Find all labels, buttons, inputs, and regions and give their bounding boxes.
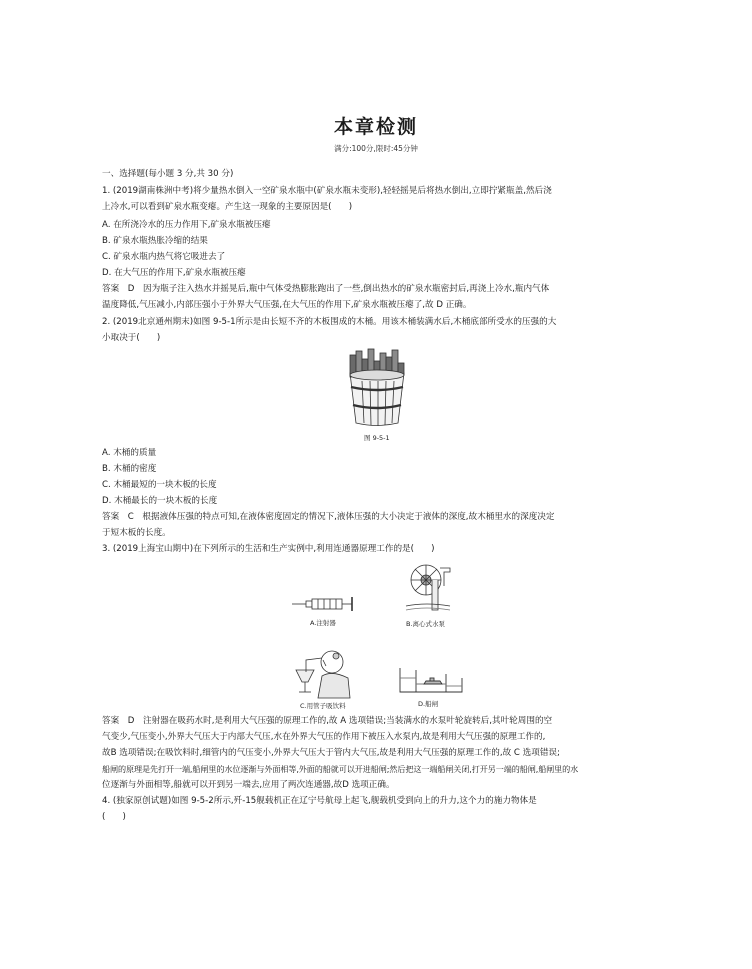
q2-option-c: C. 木桶最短的一块木板的长度: [102, 480, 217, 490]
q3-answer-line-5: 位逐渐与外面相等,船就可以开到另一端去,应用了两次连通器,故D 选项正确。: [102, 780, 395, 790]
q1-answer-line-1: 答案 D 因为瓶子注入热水并摇晃后,瓶中气体受热膨胀跑出了一些,倒出热水的矿泉水瓶密封后,再浇上冷水,瓶内气体: [102, 284, 550, 294]
q1-option-c: C. 矿泉水瓶内热气将它吸进去了: [102, 252, 226, 262]
q3-answer-line-2: 气变少,气压变小,外界大气压大于内部大气压,水在外界大气压的作用下被压入水泵内,故是利用大气压强的原理工作的,: [102, 732, 546, 742]
page-subtitle: 满分:100分,限时:45分钟: [334, 144, 418, 153]
q3-answer-line-3: 故B 选项错误;在吸饮料时,细管内的气压变小,外界大气压大于管内大气压,故是利用大气压强的原理工作的,故 C 选项错误;: [102, 748, 560, 758]
q3-answer-line-1: 答案 D 注射器在吸药水时,是利用大气压强的原理工作的,故 A 选项错误;当装满水的水泵叶轮旋转后,其叶轮周围的空: [102, 716, 553, 726]
ship-lock-figure: [398, 666, 464, 696]
q1-stem-line-1: 1. (2019湖南株洲中考)将少量热水倒入一空矿泉水瓶中(矿泉水瓶未变形),轻轻摇晃后将热水倒出,立即拧紧瓶盖,然后浇: [102, 186, 552, 196]
q1-option-a: A. 在所浇冷水的压力作用下,矿泉水瓶被压瘪: [102, 220, 271, 230]
centrifugal-pump-figure: [402, 562, 454, 618]
q4-stem-line-1: 4. (独家原创试题)如图 9-5-2所示,歼-15舰载机正在辽宁号航母上起飞,舰载机受到向上的升力,这个力的施力物体是: [102, 796, 537, 806]
q3-stem-line-1: 3. (2019上海宝山期中)在下列所示的生活和生产实例中,利用连通器原理工作的是( ): [102, 544, 435, 554]
label-a-syringe: A.注射器: [310, 619, 336, 627]
label-b-pump: B.离心式水泵: [406, 620, 446, 628]
q2-option-d: D. 木桶最长的一块木板的长度: [102, 496, 218, 506]
q1-answer-line-2: 温度降低,气压减小,内部压强小于外界大气压强,在大气压的作用下,矿泉水瓶被压瘪了,故 D 正确。: [102, 300, 472, 310]
section-heading: 一、选择题(每小题 3 分,共 30 分): [102, 169, 234, 179]
q2-option-a: A. 木桶的质量: [102, 448, 157, 458]
q2-answer-line-1: 答案 C 根据液体压强的特点可知,在液体密度固定的情况下,液体压强的大小决定于液体的深度,故木桶里水的深度决定: [102, 512, 555, 522]
q1-option-d: D. 在大气压的作用下,矿泉水瓶被压瘪: [102, 268, 246, 278]
q2-answer-line-2: 于短木板的长度。: [102, 528, 171, 538]
q1-stem-line-2: 上冷水,可以看到矿泉水瓶变瘪。产生这一现象的主要原因是( ): [102, 202, 353, 212]
q3-answer-line-4: 船闸的原理是先打开一端,船闸里的水位逐渐与外面相等,外面的船就可以开进船闸;然后把这一端船闸关闭,打开另一端的船闸,船闸里的水: [102, 764, 579, 774]
label-c-straw: C.用管子吸饮料: [300, 702, 346, 710]
q2-stem-line-2: 小取决于( ): [102, 333, 161, 343]
q2-option-b: B. 木桶的密度: [102, 464, 157, 474]
page-title: 本章检测: [333, 116, 418, 138]
syringe-figure: [292, 594, 358, 614]
label-d-ship-lock: D.船闸: [418, 700, 439, 708]
wooden-bucket-figure: [340, 347, 414, 429]
q1-option-b: B. 矿泉水瓶热胀冷缩的结果: [102, 236, 208, 246]
figure-caption-9-5-1: 图 9-5-1: [364, 434, 390, 442]
q2-stem-line-1: 2. (2019北京通州期末)如图 9-5-1所示是由长短不齐的木板围成的木桶。用该木桶装满水后,木桶底部所受水的压强的大: [102, 317, 557, 327]
drinking-straw-figure: [292, 648, 354, 700]
q4-stem-line-2: ( ): [102, 812, 126, 822]
